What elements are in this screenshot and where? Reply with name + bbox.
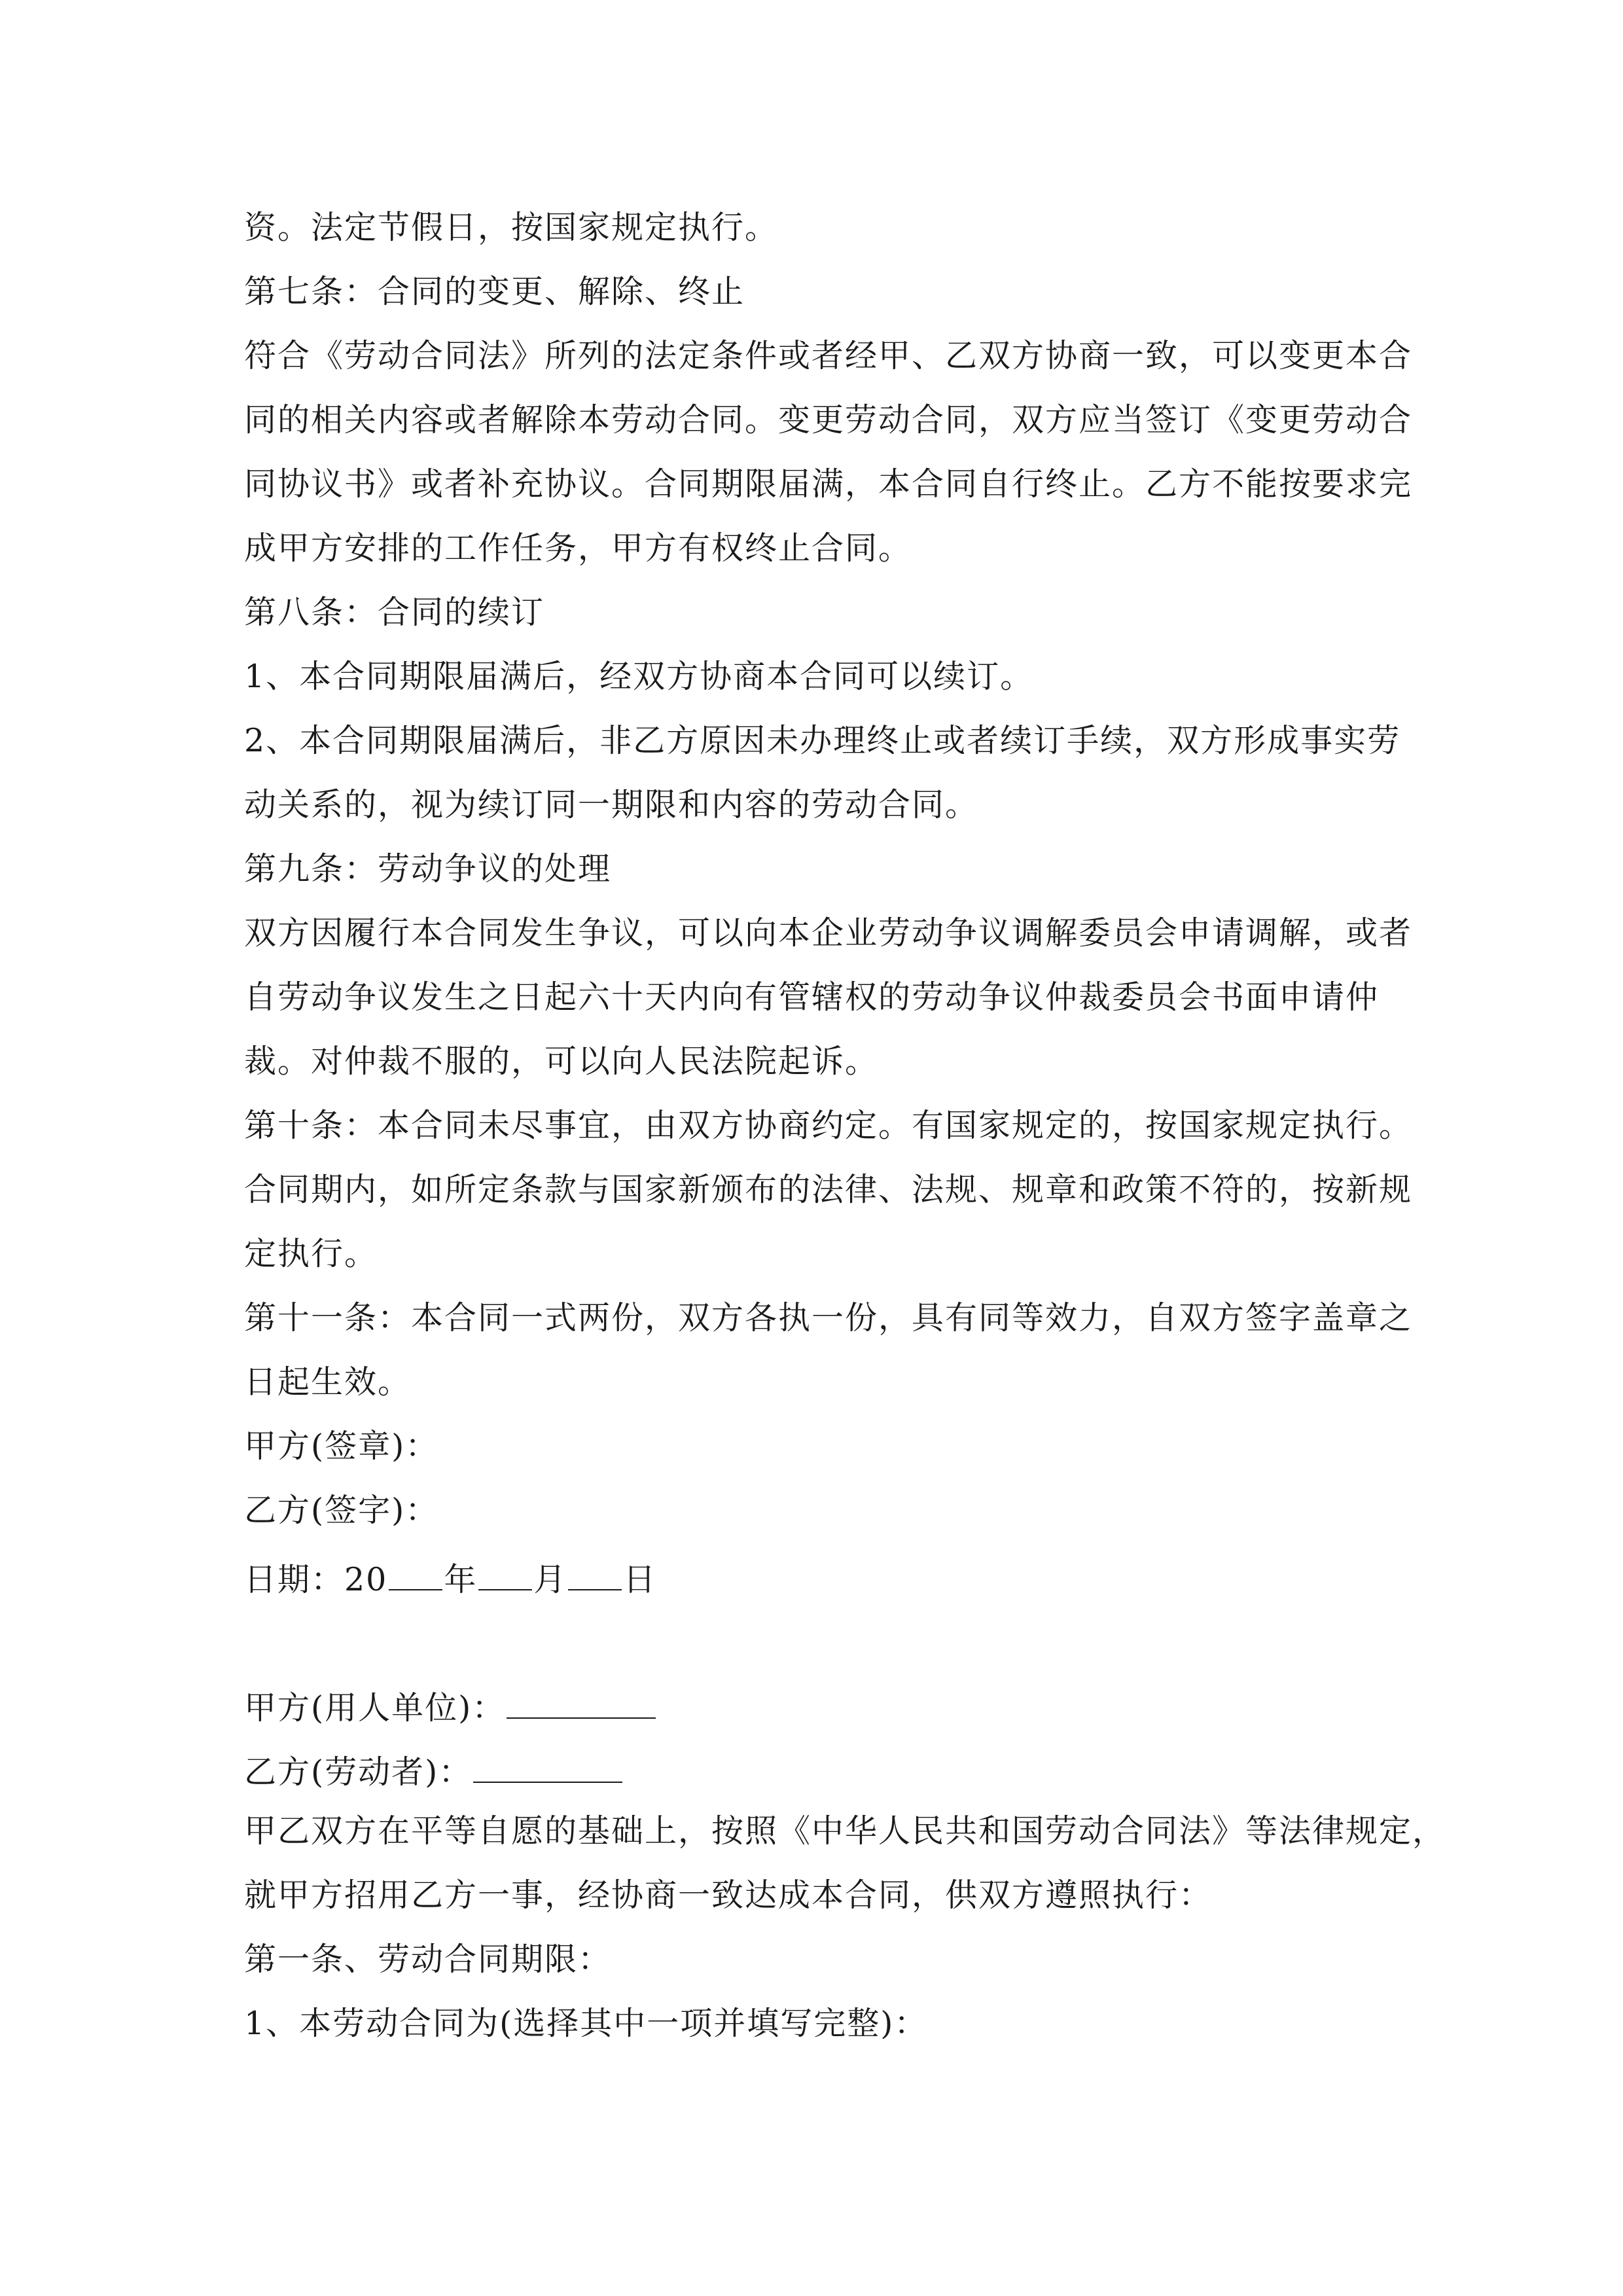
paragraph-line: 裁。对仲裁不服的，可以向人民法院起诉。 bbox=[244, 1043, 879, 1080]
year-unit: 年 bbox=[444, 1561, 478, 1598]
paragraph-line: 双方因履行本合同发生争议，可以向本企业劳动争议调解委员会申请调解，或者 bbox=[244, 914, 1413, 952]
paragraph-line: 自劳动争议发生之日起六十天内向有管辖权的劳动争议仲裁委员会书面申请仲 bbox=[244, 978, 1380, 1016]
paragraph-line: 甲乙双方在平等自愿的基础上，按照《中华人民共和国劳动合同法》等法律规定， bbox=[244, 1812, 1446, 1850]
month-blank[interactable] bbox=[478, 1555, 532, 1590]
article-7-heading: 第七条：合同的变更、解除、终止 bbox=[244, 273, 745, 310]
paragraph-line: 动关系的，视为续订同一期限和内容的劳动合同。 bbox=[244, 786, 979, 823]
party-b-worker-line bbox=[244, 1748, 624, 1792]
paragraph-line: 就甲方招用乙方一事，经协商一致达成本合同，供双方遵照执行： bbox=[244, 1876, 1213, 1914]
year-blank[interactable] bbox=[389, 1555, 442, 1590]
party-b-blank[interactable] bbox=[473, 1748, 622, 1783]
day-blank[interactable] bbox=[568, 1555, 622, 1590]
party-a-label: 甲方(用人单位)： bbox=[244, 1689, 506, 1727]
paragraph-line: 资。法定节假日，按国家规定执行。 bbox=[244, 209, 779, 246]
paragraph-line: 1、本劳动合同为(选择其中一项并填写完整)： bbox=[244, 2005, 928, 2042]
party-a-employer-line bbox=[244, 1683, 657, 1728]
party-a-blank[interactable] bbox=[507, 1683, 656, 1719]
article-1-heading: 第一条、劳动合同期限： bbox=[244, 1941, 612, 1978]
paragraph-line: 2、本合同期限届满后，非乙方原因未办理终止或者续订手续，双方形成事实劳 bbox=[244, 722, 1401, 759]
paragraph-line: 日起生效。 bbox=[244, 1363, 412, 1401]
day-unit: 日 bbox=[623, 1561, 657, 1598]
article-11-line: 第十一条：本合同一式两份，双方各执一份，具有同等效力，自双方签字盖章之 bbox=[244, 1299, 1413, 1336]
paragraph-line: 同协议书》或者补充协议。合同期限届满，本合同自行终止。乙方不能按要求完 bbox=[244, 465, 1413, 503]
party-a-seal-label: 甲方(签章)： bbox=[244, 1427, 439, 1465]
paragraph-line: 符合《劳动合同法》所列的法定条件或者经甲、乙双方协商一致，可以变更本合 bbox=[244, 337, 1413, 374]
date-line bbox=[244, 1555, 656, 1600]
month-unit: 月 bbox=[533, 1561, 567, 1598]
paragraph-line: 同的相关内容或者解除本劳动合同。变更劳动合同，双方应当签订《变更劳动合 bbox=[244, 401, 1413, 439]
article-8-heading: 第八条：合同的续订 bbox=[244, 594, 545, 631]
paragraph-line: 1、本合同期限届满后，经双方协商本合同可以续订。 bbox=[244, 658, 1034, 695]
date-prefix: 日期：20 bbox=[244, 1561, 388, 1598]
paragraph-line: 合同期内，如所定条款与国家新颁布的法律、法规、规章和政策不符的，按新规 bbox=[244, 1171, 1413, 1208]
party-b-signature-label: 乙方(签字)： bbox=[244, 1492, 439, 1529]
article-10-line: 第十条：本合同未尽事宜，由双方协商约定。有国家规定的，按国家规定执行。 bbox=[244, 1107, 1413, 1144]
paragraph-line: 成甲方安排的工作任务，甲方有权终止合同。 bbox=[244, 529, 912, 567]
article-9-heading: 第九条：劳动争议的处理 bbox=[244, 850, 612, 888]
party-b-label: 乙方(劳动者)： bbox=[244, 1753, 473, 1791]
paragraph-line: 定执行。 bbox=[244, 1235, 378, 1272]
